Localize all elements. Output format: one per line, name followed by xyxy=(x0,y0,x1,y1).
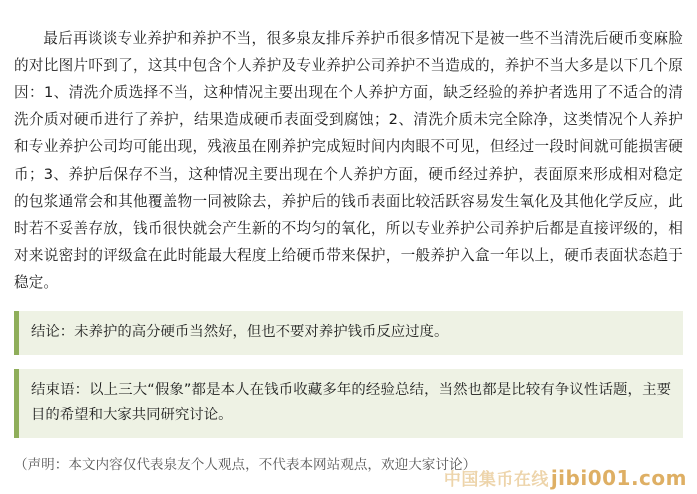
conclusion-text: 结论：未养护的高分硬币当然好，但也不要对养护钱币反应过度。 xyxy=(31,324,449,341)
watermark-chinese: 中国集币在线 xyxy=(443,470,549,490)
disclaimer-text: （声明：本文内容仅代表泉友个人观点，不代表本网站观点，欢迎大家讨论） xyxy=(14,457,477,474)
conclusion-callout xyxy=(14,311,683,355)
watermark-domain: jibi001.com xyxy=(550,466,687,490)
closing-callout xyxy=(14,369,683,438)
closing-text: 结束语：以上三大“假象”都是本人在钱币收藏多年的经验总结，当然也都是比较有争议性话题，主要目的希望和大家共同研究讨论。 xyxy=(31,382,671,424)
article-paragraph: 最后再谈谈专业养护和养护不当，很多泉友排斥养护币很多情况下是被一些不当清洗后硬币变麻脸的对比图片吓到了，这其中包含个人养护及专业养护公司养护不当造成的，养护不当大多是以下几个原因：1、清洗介质选择不当，这种情况主要出现在个人养护方面，缺乏经验的养护者选用了不适合的清洗介质对硬币进行了养护，结果造成硬币表面受到腐蚀；2、清洗介质未完全除净，这类情况个人养护和专业养护公司均可能出现，残液虽在刚养护完成短时间内肉眼不可见，但经过一段时间就可能损害硬币；3、养护后保存不当，这种情况主要出现在个人养护方面，硬币经过养护，表面原来形成相对稳定的包浆通常会和其他覆盖物一同被除去，养护后的钱币表面比较活跃容易发生氧化及其他化学反应，此时若不妥善存放，钱币很快就会产生新的不均匀的氧化，所以专业养护公司养护后都是直接评级的，相对来说密封的评级盒在此时能最大程度上给硬币带来保护，一般养护入盒一年以上，硬币表面状态趋于稳定。 xyxy=(14,29,683,292)
